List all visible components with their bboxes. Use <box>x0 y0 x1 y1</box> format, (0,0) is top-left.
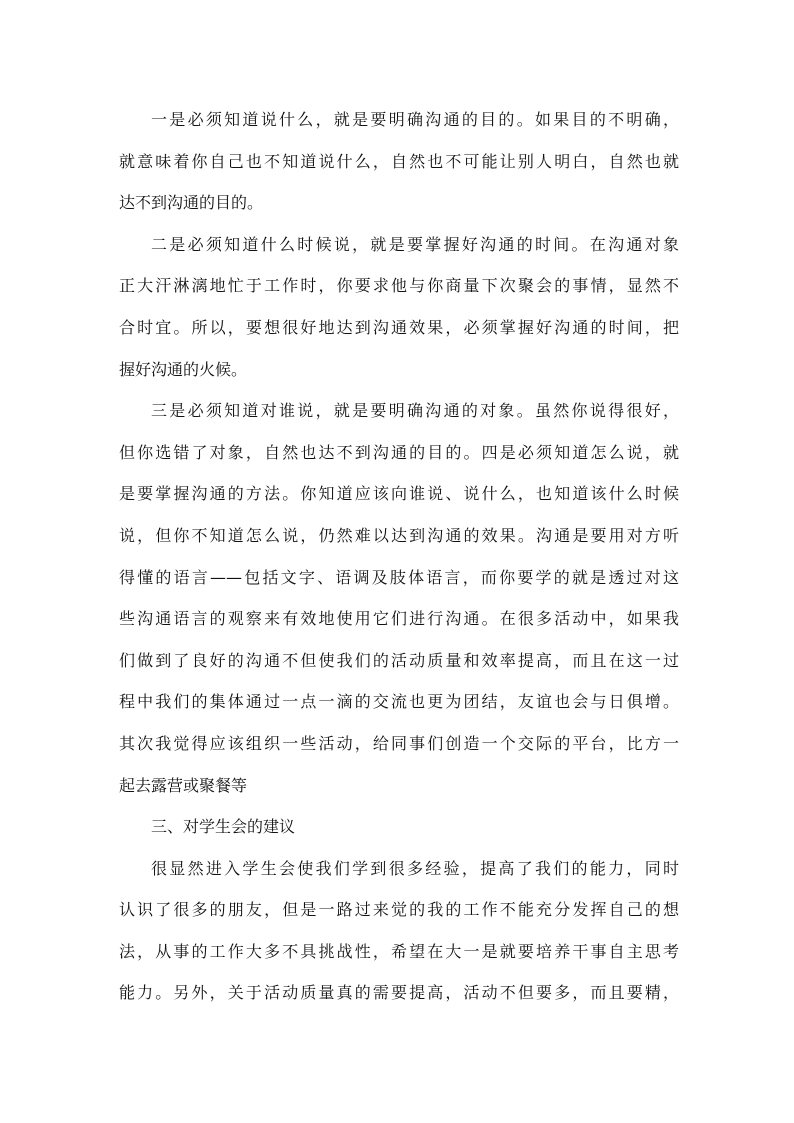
section-heading-text: 三、对学生会的建议 <box>151 817 296 837</box>
paragraph-line: 法，从事的工作大多不具挑战性，希望在大一是就要培养干事自主思考 <box>119 941 679 961</box>
paragraph-line: 其次我觉得应该组织一些活动，给同事们创造一个交际的平台，比方一 <box>119 733 679 753</box>
paragraph-line: 握好沟通的火候。 <box>119 359 248 379</box>
paragraph-line: 很显然进入学生会使我们学到很多经验，提高了我们的能力，同时 <box>151 858 679 878</box>
paragraph-line: 们做到了良好的沟通不但使我们的活动质量和效率提高，而且在这一过 <box>119 650 679 670</box>
paragraph-line: 一是必须知道说什么，就是要明确沟通的目的。如果目的不明确， <box>151 110 679 129</box>
paragraph-line: 说，但你不知道怎么说，仍然难以达到沟通的效果。沟通是要用对方听 <box>119 525 679 545</box>
paragraph-line: 但你选错了对象，自然也达不到沟通的目的。四是必须知道怎么说，就 <box>119 442 679 462</box>
paragraph-line: 是要掌握沟通的方法。你知道应该向谁说、说什么，也知道该什么时候 <box>119 484 679 504</box>
paragraph-line: 认识了很多的朋友，但是一路过来觉的我的工作不能充分发挥自己的想 <box>119 900 679 920</box>
paragraph-1 <box>119 99 679 224</box>
document-body <box>119 99 679 1014</box>
paragraph-line: 二是必须知道什么时候说，就是要掌握好沟通的时间。在沟通对象 <box>151 234 679 254</box>
paragraph-line: 能力。另外，关于活动质量真的需要提高，活动不但要多，而且要精， <box>119 983 679 1003</box>
paragraph-line: 正大汗淋漓地忙于工作时，你要求他与你商量下次聚会的事情，显然不 <box>119 276 679 296</box>
paragraph-line: 程中我们的集体通过一点一滴的交流也更为团结，友谊也会与日俱增。 <box>119 692 679 712</box>
paragraph-line: 合时宜。所以，要想很好地达到沟通效果，必须掌握好沟通的时间，把 <box>119 317 679 337</box>
paragraph-line: 就意味着你自己也不知道说什么，自然也不可能让别人明白，自然也就 <box>119 151 679 171</box>
paragraph-2 <box>119 224 679 390</box>
paragraph-4 <box>119 848 679 1014</box>
paragraph-line: 得懂的语言——包括文字、语调及肢体语言，而你要学的就是透过对这 <box>119 567 679 587</box>
paragraph-line: 些沟通语言的观察来有效地使用它们进行沟通。在很多活动中，如果我 <box>119 609 679 629</box>
paragraph-line: 起去露营或聚餐等 <box>119 775 248 795</box>
section-heading <box>119 806 679 848</box>
paragraph-line: 达不到沟通的目的。 <box>119 193 264 213</box>
paragraph-3 <box>119 390 679 806</box>
paragraph-line: 三是必须知道对谁说，就是要明确沟通的对象。虽然你说得很好， <box>151 401 679 421</box>
